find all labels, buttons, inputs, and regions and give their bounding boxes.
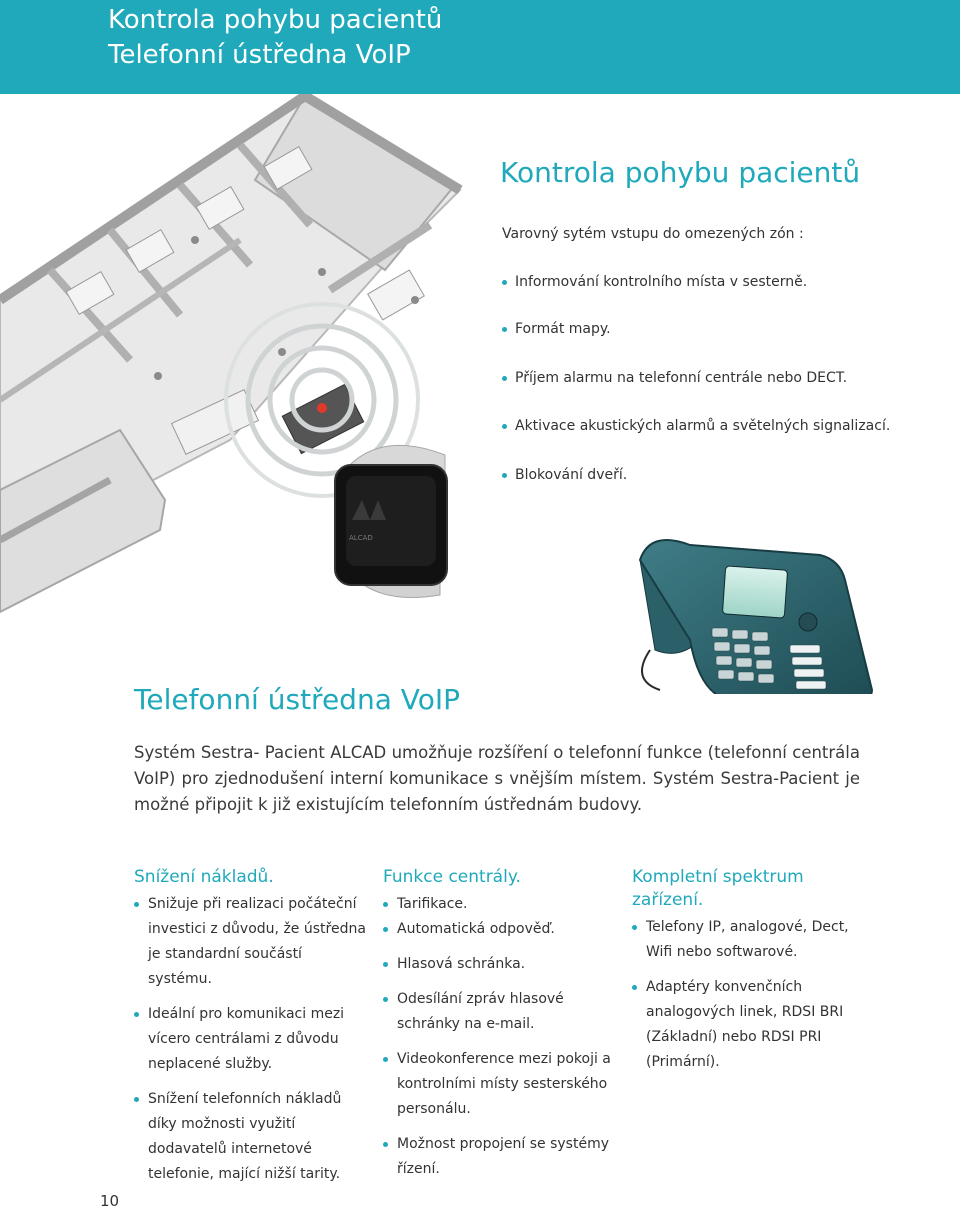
patient-bullet: Aktivace akustických alarmů a světelných signalizací. (502, 418, 890, 434)
bullet-icon (632, 985, 637, 990)
bullet-icon (632, 925, 637, 930)
patient-bullet: Informování kontrolního místa v sesterně. (502, 274, 807, 290)
header-title-line1: Kontrola pohybu pacientů (108, 5, 443, 35)
header-band (0, 0, 960, 94)
bullet-icon (502, 327, 507, 332)
bullet-icon (383, 997, 388, 1002)
voip-section-title: Telefonní ústředna VoIP (134, 683, 461, 716)
column-title: Kompletní spektrum zařízení. (632, 867, 804, 910)
column-title: Snížení nákladů. (134, 867, 274, 887)
list-item: Ideální pro komunikaci mezi vícero centrálami z důvodu neplacené služby. (134, 1002, 366, 1077)
list-item: Snížení telefonních nákladů díky možnosti využití dodavatelů internetové telefonie, mající nižší tarity. (134, 1087, 366, 1187)
ip-phone (640, 540, 872, 694)
list-item: Adaptéry konvenčních analogových linek, RDSI BRI (Základní) nebo RDSI PRI (Primární). (632, 975, 850, 1075)
column-equipment (632, 866, 850, 1085)
patient-bracelet (335, 445, 447, 597)
list-item: Hlasová schránka. (383, 952, 623, 977)
bullet-icon (383, 902, 388, 907)
bullet-icon (502, 280, 507, 285)
header-title-line2: Telefonní ústředna VoIP (108, 40, 411, 70)
list-item: Videokonference mezi pokoji a kontrolními místy sesterského personálu. (383, 1047, 623, 1122)
patient-bullet: Formát mapy. (502, 321, 611, 337)
patient-bullet: Blokování dveří. (502, 467, 627, 483)
bullet-icon (502, 424, 507, 429)
voip-paragraph: Systém Sestra- Pacient ALCAD umožňuje rozšíření o telefonní funkce (telefonní centrála VoIP) pro zjednodušení interní komunikace s vnějším místem. Systém Sestra-Pacient je možné připojit k již existujícím telefonním ústřednám budovy. (134, 743, 860, 814)
bullet-icon (383, 962, 388, 967)
bullet-icon (383, 1057, 388, 1062)
list-item: Snižuje při realizaci počáteční investici z důvodu, že ústředna je standardní součástí systému. (134, 892, 366, 992)
bullet-icon (502, 473, 507, 478)
patient-bullet: Příjem alarmu na telefonní centrále nebo DECT. (502, 370, 847, 386)
page-number: 10 (100, 1192, 120, 1210)
list-item: Automatická odpověď. (383, 917, 623, 942)
patient-section-intro: Varovný sytém vstupu do omezených zón : (502, 226, 804, 242)
bullet-icon (383, 927, 388, 932)
bullet-icon (383, 1142, 388, 1147)
column-cost-reduction (134, 866, 366, 1197)
patient-section-title: Kontrola pohybu pacientů (500, 156, 861, 189)
list-item: Možnost propojení se systémy řízení. (383, 1132, 623, 1182)
list-item: Tarifikace. (383, 892, 623, 917)
list-item: Telefony IP, analogové, Dect, Wifi nebo softwarové. (632, 915, 850, 965)
bullet-icon (134, 1097, 139, 1102)
bullet-icon (502, 376, 507, 381)
bracelet-brand-label: ALCAD (349, 534, 373, 542)
column-title: Funkce centrály. (383, 867, 521, 887)
list-item: Odesílání zpráv hlasové schránky na e-mail. (383, 987, 623, 1037)
column-central-functions (383, 866, 623, 1192)
bullet-icon (134, 902, 139, 907)
bullet-icon (134, 1012, 139, 1017)
